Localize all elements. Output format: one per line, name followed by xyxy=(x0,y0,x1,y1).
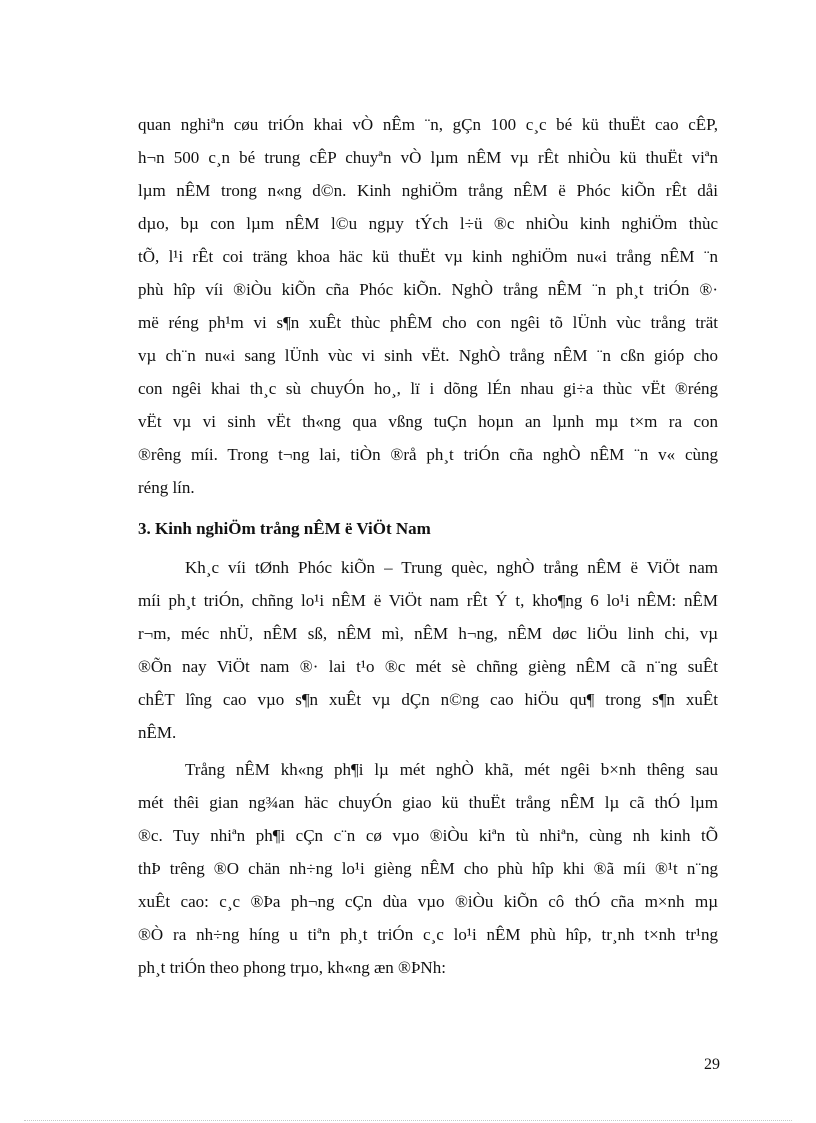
paragraph-line: tÕ, l¹i rÊt coi träng khoa häc kü thuËt vµ kinh nghiÖm nu«i trång nÊM ¨n xyxy=(138,247,718,266)
paragraph-line: xuÊt cao: c¸c ®Þa ph¬ng cÇn dùa vµo ®iÒu kiÕn cô thÓ cña m×nh mµ xyxy=(138,892,718,911)
paragraph-line: Trång nÊM kh«ng ph¶i lµ mét nghÒ khã, mét ngêi b×nh thêng sau xyxy=(185,760,718,779)
paragraph-line: h¬n 500 c¸n bé trung cÊP chuyªn vÒ lµm nÊM vµ rÊt nhiÒu kü thuËt viªn xyxy=(138,148,718,167)
section-heading-block xyxy=(138,517,718,541)
paragraph-1 xyxy=(138,113,718,497)
paragraph-line: r¬m, méc nhÜ, nÊM sß, nÊM mì, nÊM h¬ng, nÊM døc liÖu linh chi, vµ xyxy=(138,624,718,643)
page-bottom-border xyxy=(24,1120,792,1121)
section-heading: 3. Kinh nghiÖm trång nÊM ë ViÖt Nam xyxy=(138,519,431,538)
paragraph-line: ®Ò ra nh÷ng híng u tiªn ph¸t triÓn c¸c lo¹i nÊM phù hîp, tr¸nh t×nh tr¹ng xyxy=(138,925,718,944)
paragraph-line: ®rêng míi. Trong t¬ng lai, tiÒn ®rå ph¸t triÓn cña nghÒ nÊM ¨n v« cùng xyxy=(138,445,718,464)
paragraph-line: vËt vµ vi sinh vËt th«ng qua vßng tuÇn hoµn an lµnh mµ t×m ra con xyxy=(138,412,718,431)
paragraph-line: ®c. Tuy nhiªn ph¶i cÇn c¨n cø vµo ®iÒu kiªn tù nhiªn, cùng nh kinh tÕ xyxy=(138,826,718,845)
paragraph-line: phù hîp víi ®iÒu kiÕn cña Phóc kiÕn. NghÒ trång nÊM ¨n ph¸t triÓn ®· xyxy=(138,280,718,299)
paragraph-line: míi ph¸t triÓn, chñng lo¹i nÊM ë ViÖt nam rÊt Ý t, kho¶ng 6 lo¹i nÊM: nÊM xyxy=(138,591,718,610)
paragraph-line: Kh¸c víi tØnh Phóc kiÕn – Trung quèc, nghÒ trång nÊM ë ViÖt nam xyxy=(185,558,718,577)
paragraph-line: thÞ trêng ®O chän nh÷ng lo¹i gièng nÊM cho phù hîp khi ®ã míi ®¹t n¨ng xyxy=(138,859,718,878)
paragraph-line: vµ ch¨n nu«i sang lÜnh vùc vi sinh vËt. NghÒ trång nÊM ¨n cßn gióp cho xyxy=(138,346,718,365)
paragraph-line: dµo, bµ con lµm nÊM l©u ngµy tÝch l÷ü ®c nhiÒu kinh nghiÖm thùc xyxy=(138,214,718,233)
paragraph-3 xyxy=(138,758,718,980)
paragraph-line: nÊM. xyxy=(138,723,177,742)
paragraph-line: con ngêi khai th¸c sù chuyÓn ho¸, lï i dõng lÉn nhau gi÷a thùc vËt ®réng xyxy=(138,379,718,398)
paragraph-line: réng lín. xyxy=(138,478,195,497)
paragraph-line: ph¸t triÓn theo phong trµo, kh«ng æn ®ÞNh: xyxy=(138,958,446,977)
paragraph-line: ®Õn nay ViÖt nam ®· lai t¹o ®c mét sè chñng gièng nÊM cã n¨ng suÊt xyxy=(138,657,718,676)
paragraph-line: quan nghiªn cøu triÓn khai vÒ nÊm ¨n, gÇn 100 c¸c bé kü thuËt cao cÊP, xyxy=(138,115,718,134)
paragraph-line: mét thêi gian ng¾an häc chuyÓn giao kü thuËt trång nÊM lµ cã thÓ lµm xyxy=(138,793,718,812)
paragraph-line: chÊT lîng cao vµo s¶n xuÊt vµ dÇn n©ng cao hiÖu qu¶ trong s¶n xuÊt xyxy=(138,690,718,709)
paragraph-2 xyxy=(138,556,718,742)
paragraph-line: lµm nÊM trong n«ng d©n. Kinh nghiÖm trång nÊM ë Phóc kiÕn rÊt dåi xyxy=(138,181,718,200)
paragraph-line: më réng ph¹m vi s¶n xuÊt thùc phÊM cho con ngêi tõ lÜnh vùc trång trät xyxy=(138,313,718,332)
page-number: 29 xyxy=(704,1056,720,1073)
